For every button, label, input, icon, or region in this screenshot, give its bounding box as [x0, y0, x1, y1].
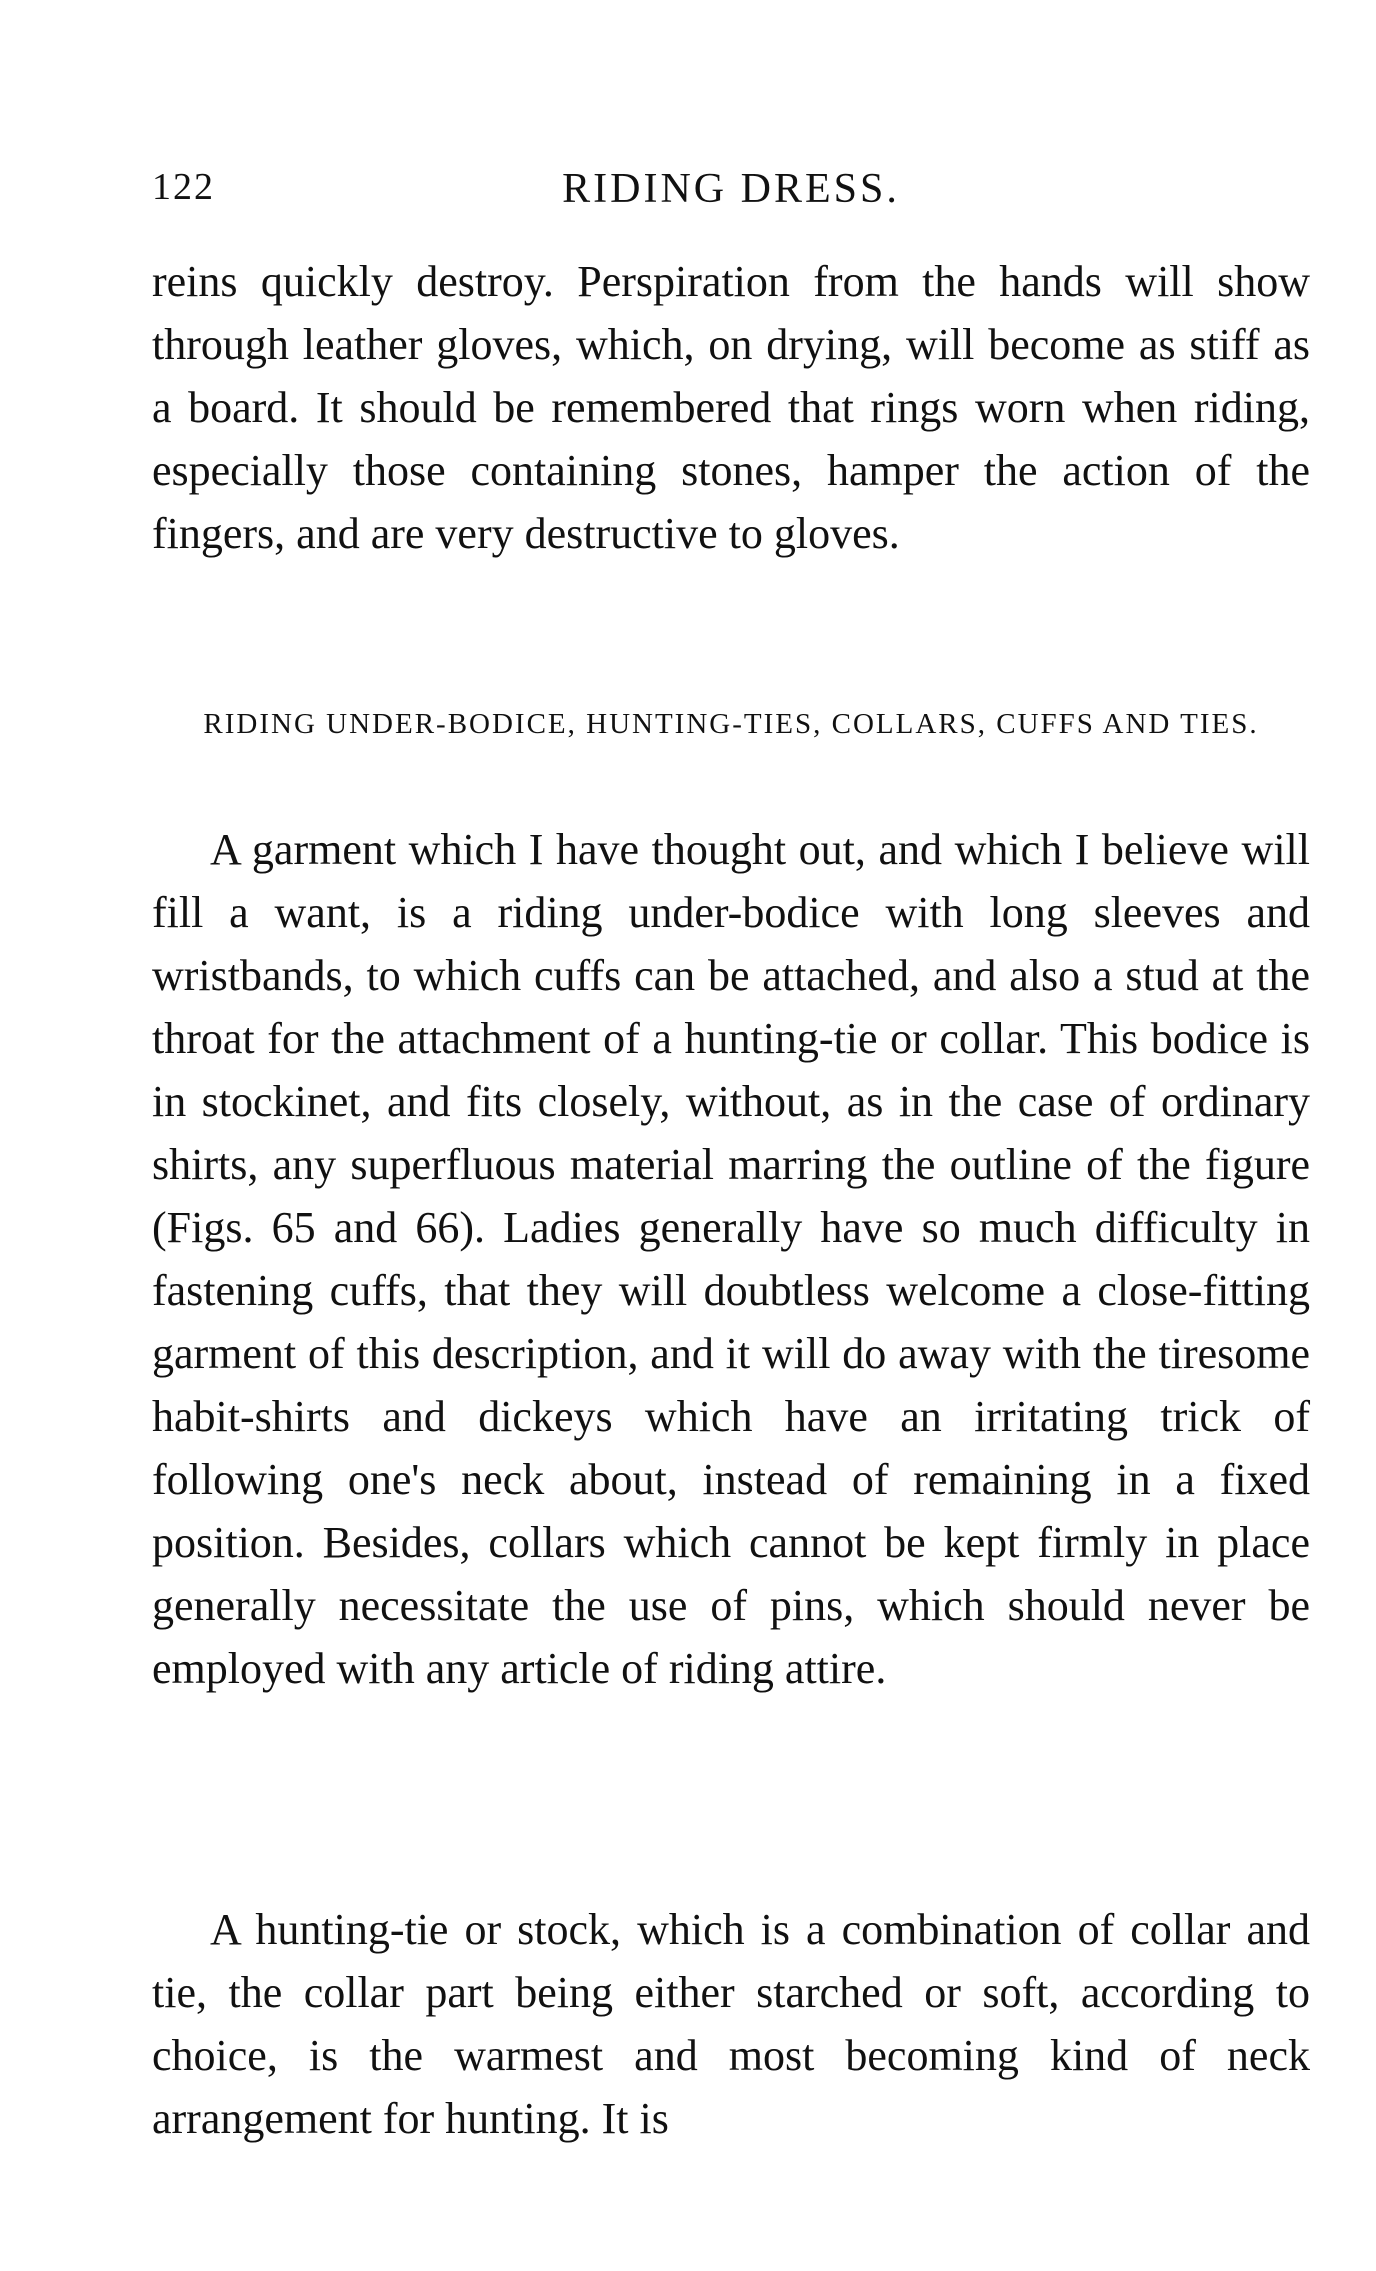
- section-heading: RIDING UNDER-BODICE, HUNTING-TIES, COLLARS, CUFFS AND TIES.: [203, 708, 1259, 740]
- paragraph-hunting-tie: A hunting-tie or stock, which is a combination of collar and tie, the collar part being either starched or soft, according to choice, is the warmest and most becoming kind of neck arrangement for hunting. It is: [152, 1905, 1310, 2143]
- page-header: [152, 165, 1310, 225]
- paragraph-under-bodice: A garment which I have thought out, and which I believe will fill a want, is a riding under-bodice with long sleeves and wristbands, to which cuffs can be attached, and also a stud at the throat for the attachment of a hunting-tie or collar. This bodice is in stockinet, and fits closely, without, as in the case of ordinary shirts, any superfluous material marring the outline of the figure (Figs. 65 and 66). Ladies generally have so much difficulty in fastening cuffs, that they will doubtless welcome a close-fitting garment of this description, and it will do away with the tiresome habit-shirts and dickeys which have an irritating trick of following one's neck about, instead of remaining in a fixed position. Besides, collars which cannot be kept firmly in place generally necessitate the use of pins, which should never be employed with any article of riding attire.: [152, 825, 1310, 1693]
- page-number: 122: [152, 166, 215, 208]
- paragraph-continued: reins quickly destroy. Perspiration from the hands will show through leather gloves, which, on drying, will become as stiff as a board. It should be remembered that rings worn when riding, especially those containing stones, hamper the action of the fingers, and are very destructive to gloves.: [152, 257, 1310, 558]
- running-title: RIDING DRESS.: [562, 166, 900, 212]
